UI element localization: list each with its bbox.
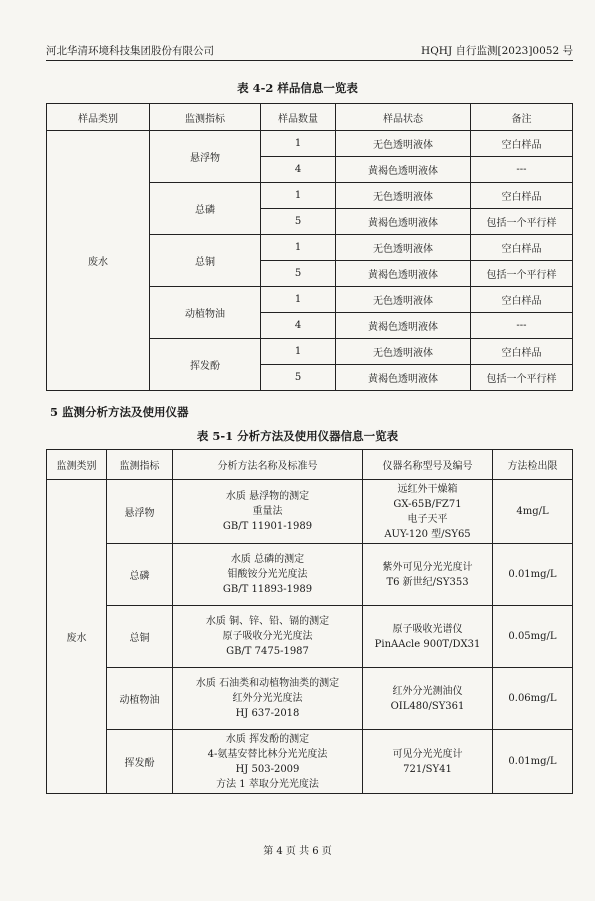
state-cell: 黄褐色透明液体 — [336, 261, 471, 287]
quantity-cell: 4 — [261, 157, 336, 183]
note-cell: 空白样品 — [471, 339, 573, 365]
indicator-cell: 动植物油 — [107, 668, 173, 730]
instrument-line: 紫外可见分光光度计 — [382, 561, 473, 573]
method-cell — [173, 730, 363, 794]
method-line: 红外分光光度法 — [232, 693, 303, 704]
method-line: GB/T 11901-1989 — [222, 521, 313, 532]
instrument-line: GX-65B/FZ71 — [393, 498, 462, 510]
state-cell: 无色透明液体 — [336, 287, 471, 313]
report-number: HQHJ 自行监测[2023]0052 号 — [421, 45, 573, 57]
quantity-cell: 5 — [261, 261, 336, 287]
table2-caption: 表 5-1 分析方法及使用仪器信息一览表 — [196, 429, 399, 443]
note-cell: 包括一个平行样 — [471, 261, 573, 287]
indicator-cell: 挥发酚 — [107, 730, 173, 794]
monitor-category-cell: 废水 — [47, 480, 107, 794]
method-cell — [173, 606, 363, 668]
instrument-cell — [363, 730, 493, 794]
table1-header-cell: 样品状态 — [336, 104, 471, 131]
method-cell — [173, 668, 363, 730]
indicator-cell: 悬浮物 — [150, 131, 261, 183]
section-heading: 5 监测分析方法及使用仪器 — [50, 405, 189, 419]
company-name: 河北华清环境科技集团股份有限公司 — [46, 45, 214, 57]
instrument-line: T6 新世纪/SY353 — [386, 576, 469, 588]
indicator-cell: 总磷 — [150, 183, 261, 235]
state-cell: 无色透明液体 — [336, 235, 471, 261]
instrument-cell — [363, 480, 493, 544]
method-line: 水质 悬浮物的测定 — [225, 491, 310, 502]
table2-header-cell: 监测指标 — [107, 450, 173, 480]
instrument-line: 721/SY41 — [403, 763, 452, 775]
state-cell: 黄褐色透明液体 — [336, 209, 471, 235]
note-cell: --- — [471, 313, 573, 339]
instrument-line: AUY-120 型/SY65 — [384, 528, 471, 540]
state-cell: 黄褐色透明液体 — [336, 365, 471, 391]
state-cell: 黄褐色透明液体 — [336, 157, 471, 183]
note-cell: 包括一个平行样 — [471, 365, 573, 391]
note-cell: 空白样品 — [471, 131, 573, 157]
method-line: 方法 1 萃取分光光度法 — [216, 778, 319, 790]
instrument-line: PinAAcle 900T/DX31 — [374, 638, 481, 650]
indicator-cell: 总铜 — [107, 606, 173, 668]
table-row — [47, 606, 573, 668]
note-cell: --- — [471, 157, 573, 183]
state-cell: 无色透明液体 — [336, 131, 471, 157]
instrument-cell — [363, 606, 493, 668]
method-line: 4-氨基安替比林分光光度法 — [207, 748, 328, 760]
instrument-line: 远红外干燥箱 — [397, 483, 458, 495]
table-row — [47, 480, 573, 544]
method-line: 水质 总磷的测定 — [230, 554, 305, 565]
quantity-cell: 1 — [261, 339, 336, 365]
table-row — [47, 131, 573, 157]
method-line: 水质 铜、锌、铅、镉的测定 — [205, 616, 330, 627]
detection-limit-cell: 0.05mg/L — [493, 606, 573, 668]
detection-limit-cell: 0.01mg/L — [493, 544, 573, 606]
note-cell: 空白样品 — [471, 235, 573, 261]
instrument-cell — [363, 544, 493, 606]
table1-header-cell: 监测指标 — [150, 104, 261, 131]
detection-limit-cell: 4mg/L — [493, 480, 573, 544]
table1-header-row — [47, 104, 573, 131]
method-line: 水质 石油类和动植物油类的测定 — [195, 678, 340, 689]
page-number: 第 4 页 共 6 页 — [263, 846, 332, 857]
sample-info-table — [46, 103, 573, 391]
table1-caption: 表 4-2 样品信息一览表 — [237, 81, 358, 95]
method-line: GB/T 11893-1989 — [222, 584, 313, 595]
quantity-cell: 5 — [261, 209, 336, 235]
state-cell: 黄褐色透明液体 — [336, 313, 471, 339]
quantity-cell: 1 — [261, 183, 336, 209]
detection-limit-cell: 0.06mg/L — [493, 668, 573, 730]
method-line: 钼酸铵分光光度法 — [227, 569, 308, 580]
quantity-cell: 4 — [261, 313, 336, 339]
indicator-cell: 总磷 — [107, 544, 173, 606]
table1-header-cell: 样品数量 — [261, 104, 336, 131]
state-cell: 无色透明液体 — [336, 183, 471, 209]
page-header — [46, 40, 573, 61]
method-line: HJ 637-2018 — [235, 708, 300, 719]
table1-header-cell: 备注 — [471, 104, 573, 131]
quantity-cell: 5 — [261, 365, 336, 391]
table-row — [47, 730, 573, 794]
indicator-cell: 挥发酚 — [150, 339, 261, 391]
table2-header-cell: 方法检出限 — [493, 450, 573, 480]
table-row — [47, 544, 573, 606]
note-cell: 空白样品 — [471, 287, 573, 313]
note-cell: 空白样品 — [471, 183, 573, 209]
method-line: 原子吸收分光光度法 — [222, 631, 313, 642]
indicator-cell: 动植物油 — [150, 287, 261, 339]
instrument-line: 电子天平 — [407, 513, 448, 525]
method-line: 水质 挥发酚的测定 — [225, 733, 310, 745]
table2-header-cell: 监测类别 — [47, 450, 107, 480]
quantity-cell: 1 — [261, 131, 336, 157]
note-cell: 包括一个平行样 — [471, 209, 573, 235]
indicator-cell: 悬浮物 — [107, 480, 173, 544]
method-line: HJ 503-2009 — [235, 763, 300, 775]
method-instrument-table — [46, 449, 573, 794]
table2-header-row — [47, 450, 573, 480]
instrument-line: 原子吸收光谱仪 — [392, 623, 463, 635]
method-cell — [173, 480, 363, 544]
table1-header-cell: 样品类别 — [47, 104, 150, 131]
method-cell — [173, 544, 363, 606]
indicator-cell: 总铜 — [150, 235, 261, 287]
quantity-cell: 1 — [261, 235, 336, 261]
method-line: GB/T 7475-1987 — [226, 646, 309, 657]
instrument-line: 红外分光测油仪 — [392, 685, 463, 697]
table2-header-cell: 仪器名称型号及编号 — [363, 450, 493, 480]
instrument-line: 可见分光光度计 — [392, 748, 463, 760]
sample-category-cell: 废水 — [47, 131, 150, 391]
table-row — [47, 668, 573, 730]
detection-limit-cell: 0.01mg/L — [493, 730, 573, 794]
method-line: 重量法 — [252, 506, 283, 517]
quantity-cell: 1 — [261, 287, 336, 313]
instrument-line: OIL480/SY361 — [390, 700, 465, 712]
state-cell: 无色透明液体 — [336, 339, 471, 365]
table2-header-cell: 分析方法名称及标准号 — [173, 450, 363, 480]
instrument-cell — [363, 668, 493, 730]
